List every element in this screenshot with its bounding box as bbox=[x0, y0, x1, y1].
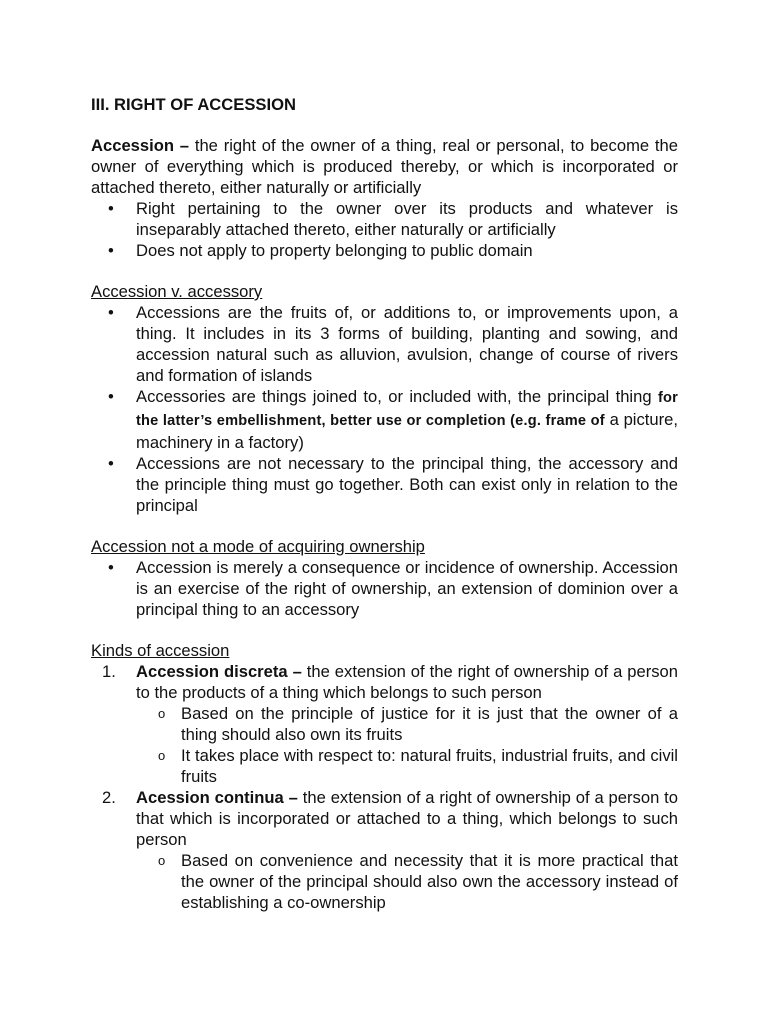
item-text: the extension of a right of ownership of a person to that which is incorporated or attached to a thing, which belongs to such person bbox=[136, 788, 679, 849]
definition-text: the right of the owner of a thing, real or personal, to become the owner of everything which is produced thereby, or which is incorporated or attached thereto, either naturally or artificially bbox=[91, 136, 678, 197]
list-item: • Does not apply to property belonging to public domain bbox=[136, 240, 678, 261]
definition-bullets bbox=[91, 198, 678, 261]
list-item: • Right pertaining to the owner over its products and whatever is inseparably attached thereto, either naturally or artificially bbox=[136, 198, 678, 240]
bullet-text: Accessories are things joined to, or included with, the principal thing bbox=[136, 387, 658, 406]
sub-list-item: o Based on the principle of justice for it is just that the owner of a thing should also own its fruits bbox=[181, 703, 678, 745]
item-number: 2. bbox=[102, 788, 116, 807]
section-heading-mode: Accession not a mode of acquiring ownership bbox=[91, 537, 425, 556]
item-number: 1. bbox=[102, 662, 116, 681]
list-item bbox=[102, 661, 678, 787]
list-item: • Accessions are the fruits of, or additions to, or improvements upon, a thing. It includes in its 3 forms of building, planting and sowing, and accession natural such as alluvion, avulsion, change of course of rivers and formation of islands bbox=[136, 302, 678, 386]
document-title: III. RIGHT OF ACCESSION bbox=[91, 95, 296, 114]
item-term: Accession discreta – bbox=[136, 662, 302, 681]
list-item bbox=[102, 787, 679, 913]
sub-list-item: o It takes place with respect to: natural fruits, industrial fruits, and civil fruits bbox=[181, 745, 678, 787]
sub-list-item: o Based on convenience and necessity that it is more practical that the owner of the principal should also own the accessory instead of establishing a co-ownership bbox=[181, 850, 678, 913]
accessory-bullets bbox=[91, 302, 678, 516]
list-item: • Accession is merely a consequence or incidence of ownership. Accession is an exercise of the right of ownership, an extension of dominion over a principal thing to an accessory bbox=[136, 557, 678, 620]
list-item: • Accessions are not necessary to the principal thing, the accessory and the principle thing must go together. Both can exist only in relation to the principal bbox=[136, 453, 678, 516]
kinds-list bbox=[91, 661, 678, 913]
bullet-text: a picture, machinery in a factory) bbox=[136, 410, 678, 452]
sub-bullets bbox=[136, 850, 678, 913]
bullet-text-bold: for the latter’s embellishment, better use or completion (e.g. frame of bbox=[136, 390, 678, 429]
accession-definition bbox=[91, 135, 678, 198]
mode-bullets bbox=[91, 557, 678, 620]
item-term: Acession continua – bbox=[136, 788, 298, 807]
document-page bbox=[91, 94, 678, 913]
section-heading-kinds: Kinds of accession bbox=[91, 641, 230, 660]
item-text: the extension of the right of ownership of a person to the products of a thing which belongs to such person bbox=[136, 662, 678, 702]
section-heading-accessory: Accession v. accessory bbox=[91, 282, 263, 301]
list-item bbox=[136, 386, 678, 453]
definition-term: Accession – bbox=[91, 136, 190, 155]
sub-bullets bbox=[136, 703, 678, 787]
